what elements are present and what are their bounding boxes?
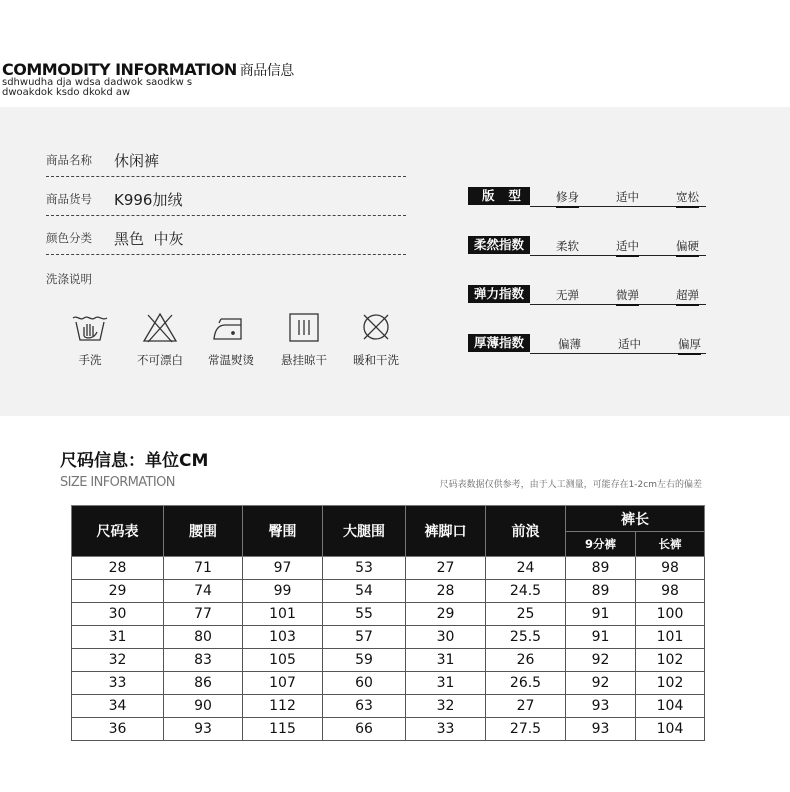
table-cell: 29 [406,603,486,626]
table-cell: 93 [566,695,636,718]
table-cell: 27 [406,557,486,580]
size-title: 尺码信息：单位CM [60,451,209,471]
table-cell: 74 [164,580,243,603]
attr-option: 偏硬 [676,238,699,257]
size-note: 尺码表数据仅供参考，由于人工测量，可能存在1-2cm左右的偏差 [439,480,702,490]
table-cell: 115 [243,718,323,741]
table-cell: 71 [164,557,243,580]
table-cell: 93 [566,718,636,741]
table-cell: 102 [636,672,705,695]
no-dry-clean-icon [356,311,396,345]
table-row [72,557,705,580]
info-value: K996加绒 [114,191,183,209]
table-row [72,718,705,741]
table-cell: 83 [164,649,243,672]
attr-option: 适中 [616,238,639,257]
table-cell: 80 [164,626,243,649]
table-cell: 92 [566,672,636,695]
info-row-name [46,146,406,177]
title-en: COMMODITY INFORMATION [2,60,237,79]
attr-option: 偏薄 [558,337,581,351]
wash-label-hand: 手洗 [78,353,102,367]
attr-option: 偏厚 [678,336,701,355]
table-cell: 36 [72,718,164,741]
table-row [72,580,705,603]
col-header-waist: 腰围 [164,506,243,557]
subtitle-line-2: dwoakdok ksdo dkokd aw [2,87,131,98]
info-row-sku [46,185,406,216]
table-cell: 91 [566,626,636,649]
table-cell: 66 [323,718,406,741]
table-cell: 26.5 [486,672,566,695]
table-cell: 32 [72,649,164,672]
attr-option: 柔软 [556,239,579,253]
col-header-rise: 前浪 [486,506,566,557]
col-header-full: 长裤 [636,532,705,557]
table-cell: 28 [406,580,486,603]
table-cell: 27.5 [486,718,566,741]
attr-thickness [468,334,706,354]
table-cell: 57 [323,626,406,649]
table-cell: 112 [243,695,323,718]
table-cell: 31 [406,672,486,695]
attr-softness-badge: 柔然指数 [468,236,530,254]
attr-fit [468,187,706,207]
table-cell: 97 [243,557,323,580]
table-cell: 91 [566,603,636,626]
col-header-size: 尺码表 [72,506,164,557]
wash-label-dryclean: 暖和干洗 [353,353,399,367]
table-cell: 53 [323,557,406,580]
info-value: 休闲裤 [114,152,160,170]
table-row [72,649,705,672]
info-label: 颜色分类 [46,231,92,245]
col-header-length: 裤长 [566,506,705,532]
table-cell: 25.5 [486,626,566,649]
table-cell: 100 [636,603,705,626]
table-cell: 26 [486,649,566,672]
subtitle-line-1: sdhwudha dja wdsa dadwok saodkw s [2,77,193,88]
no-bleach-icon [140,311,180,345]
hand-wash-icon [70,311,110,345]
table-cell: 59 [323,649,406,672]
table-cell: 107 [243,672,323,695]
table-cell: 27 [486,695,566,718]
table-cell: 103 [243,626,323,649]
col-header-cropped: 9分裤 [566,532,636,557]
table-cell: 30 [406,626,486,649]
table-cell: 104 [636,718,705,741]
table-cell: 24 [486,557,566,580]
table-cell: 33 [406,718,486,741]
table-cell: 31 [406,649,486,672]
info-row-color [46,224,406,255]
table-cell: 89 [566,557,636,580]
size-table-body [72,557,705,741]
table-row [72,672,705,695]
table-cell: 24.5 [486,580,566,603]
table-cell: 54 [323,580,406,603]
attr-fit-badge: 版型 [468,187,530,205]
attr-option: 无弹 [556,288,579,302]
attr-softness [468,236,706,256]
wash-label-iron: 常温熨烫 [208,353,254,367]
size-table [71,505,705,741]
col-header-thigh: 大腿围 [323,506,406,557]
attr-option: 宽松 [676,189,699,208]
iron-icon [211,311,251,345]
wash-instructions-label: 洗涤说明 [46,272,92,286]
table-cell: 99 [243,580,323,603]
table-row [72,695,705,718]
title-cn: 商品信息 [239,63,294,79]
table-cell: 60 [323,672,406,695]
info-label: 商品名称 [46,153,92,167]
table-cell: 101 [243,603,323,626]
attr-option: 修身 [556,189,579,208]
table-cell: 55 [323,603,406,626]
col-header-hip: 臀围 [243,506,323,557]
attr-option: 适中 [616,190,639,204]
size-subtitle: SIZE INFORMATION [60,475,175,490]
table-cell: 102 [636,649,705,672]
table-cell: 93 [164,718,243,741]
table-cell: 101 [636,626,705,649]
attr-option: 适中 [618,337,641,351]
table-cell: 28 [72,557,164,580]
table-cell: 86 [164,672,243,695]
table-cell: 89 [566,580,636,603]
table-cell: 63 [323,695,406,718]
table-cell: 33 [72,672,164,695]
table-cell: 98 [636,557,705,580]
attr-elasticity [468,285,706,305]
table-cell: 29 [72,580,164,603]
table-cell: 105 [243,649,323,672]
col-header-hem: 裤脚口 [406,506,486,557]
attr-elasticity-badge: 弹力指数 [468,285,530,303]
hang-dry-icon [284,311,324,345]
table-cell: 25 [486,603,566,626]
table-cell: 31 [72,626,164,649]
table-cell: 77 [164,603,243,626]
attr-option: 超弹 [676,287,699,306]
table-cell: 32 [406,695,486,718]
wash-label-bleach: 不可漂白 [137,353,183,367]
table-cell: 92 [566,649,636,672]
table-cell: 34 [72,695,164,718]
wash-label-hang: 悬挂晾干 [281,353,327,367]
table-row [72,603,705,626]
table-cell: 30 [72,603,164,626]
attr-thickness-badge: 厚薄指数 [468,334,530,352]
table-cell: 104 [636,695,705,718]
info-value: 黑色 中灰 [114,230,184,248]
table-row [72,626,705,649]
table-cell: 98 [636,580,705,603]
attr-option: 微弹 [616,287,639,306]
table-cell: 90 [164,695,243,718]
info-label: 商品货号 [46,192,92,206]
